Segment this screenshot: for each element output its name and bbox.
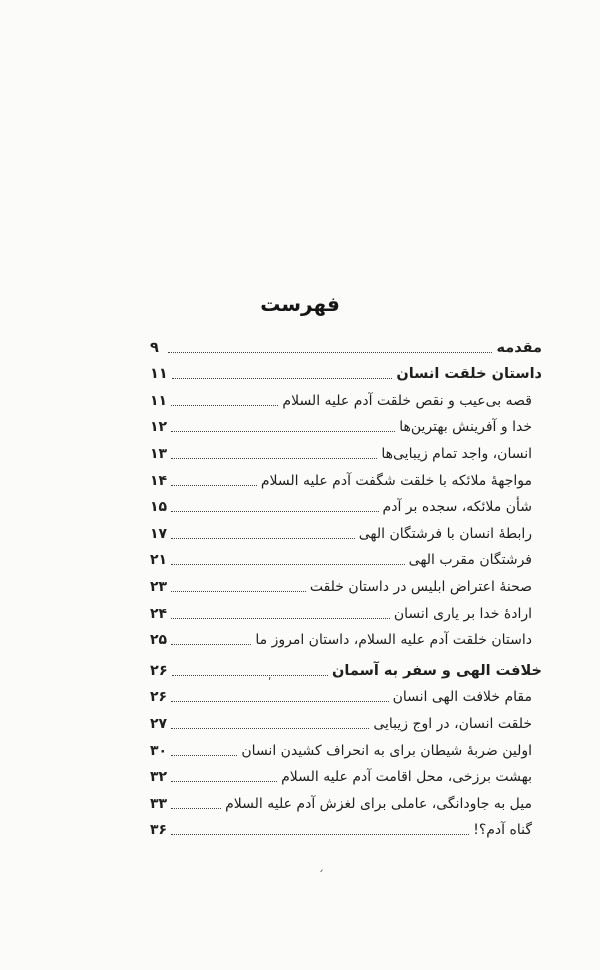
toc-entry-label: خدا و آفرینش بهترین‌ها (399, 419, 532, 436)
dot-leader (171, 755, 237, 756)
toc-entry-label: مقام خلافت الهی انسان (392, 689, 532, 706)
toc-section-row (150, 569, 542, 596)
toc-page-number: ۱۲ (150, 419, 168, 436)
page-title: فهرست (260, 292, 340, 316)
toc-entry-label: داستان خلقت آدم علیه السلام، داستان امروز ما (255, 632, 532, 649)
dot-leader (171, 511, 378, 512)
dot-leader (172, 378, 393, 379)
toc-section-row (150, 410, 542, 437)
toc-section-row (150, 813, 542, 840)
toc-entry-label: قصه بی‌عیب و نقص خلقت آدم علیه السلام (282, 392, 532, 409)
toc-entry-label: مواجههٔ ملائکه با خلقت شگفت آدم علیه السلام (260, 472, 532, 489)
dot-leader (168, 352, 492, 353)
toc-section-row (150, 733, 542, 760)
toc-page-number: ۲۶ (150, 689, 168, 706)
toc-page-number: ۲۱ (150, 552, 168, 569)
ink-speck: ˏ (318, 858, 324, 872)
toc-entry-label: میل به جاودانگی، عاملی برای لغزش آدم علیه السلام (225, 795, 532, 812)
toc-entry-label: مقدمه (496, 339, 542, 356)
dot-leader (171, 781, 277, 782)
toc-section-row (150, 706, 542, 733)
toc-section-row (150, 543, 542, 570)
dot-leader (171, 538, 355, 539)
dot-leader (171, 728, 369, 729)
toc-page-number: ۱۱ (150, 392, 168, 409)
toc-entry-label: ارادهٔ خدا بر یاری انسان (393, 605, 532, 622)
dot-leader (171, 644, 251, 645)
toc-entry-label: خلقت انسان، در اوج زیبایی (373, 715, 532, 732)
toc-section-row (150, 786, 542, 813)
toc-entry-label: خلافت الهی و سفر به آسمان (332, 662, 542, 679)
toc-chapter-row (150, 653, 542, 680)
toc-page-number: ۱۷ (150, 525, 168, 542)
toc-page-number: ۲۷ (150, 715, 168, 732)
toc-page-number: ۳۲ (150, 769, 168, 786)
toc-section-row (150, 680, 542, 707)
dot-leader (171, 485, 257, 486)
toc-entry-label: گناه آدم؟! (473, 822, 532, 839)
toc-entry-label: اولین ضربهٔ شیطان برای به انحراف کشیدن انسان (241, 742, 532, 759)
dot-leader (171, 618, 390, 619)
toc-page-number: ۲۵ (150, 632, 168, 649)
toc-entry-label: داستان خلقت انسان (396, 366, 542, 383)
dot-leader (172, 675, 328, 676)
toc-page-number: ۱۵ (150, 499, 168, 516)
toc-entry-label: فرشتگان مقرب الهی (408, 552, 532, 569)
toc-section-row (150, 596, 542, 623)
toc-section-row (150, 436, 542, 463)
dot-leader (171, 458, 377, 459)
toc-section-row (150, 383, 542, 410)
toc-section-row (150, 623, 542, 650)
dot-leader (171, 591, 306, 592)
toc-page-number: ۱۱ (150, 366, 168, 383)
toc-entry-label: انسان، واجد تمام زیبایی‌ها (381, 445, 532, 462)
toc-page-number: ۲۶ (150, 662, 168, 679)
toc-section-row (150, 760, 542, 787)
toc-page-number: ۲۴ (150, 605, 168, 622)
dot-leader (171, 405, 278, 406)
toc-section-row (150, 516, 542, 543)
toc-entry-label: صحنهٔ اعتراض ابلیس در داستان خلقت (309, 578, 532, 595)
dot-leader (171, 701, 388, 702)
toc-page-number: ۳۶ (150, 822, 168, 839)
toc-entry-label: رابطهٔ انسان با فرشتگان الهی (358, 525, 532, 542)
toc-page-number: ۳۰ (150, 742, 168, 759)
toc-page-number: ۱۳ (150, 445, 168, 462)
toc-chapter-row (150, 330, 542, 357)
toc-page-number: ۹ (150, 339, 159, 356)
toc-chapter-row (150, 357, 542, 384)
dot-leader (171, 834, 469, 835)
toc-entry-label: بهشت برزخی، محل اقامت آدم علیه السلام (281, 769, 532, 786)
dot-leader (171, 431, 395, 432)
dot-leader (171, 564, 405, 565)
toc-page-number: ۳۳ (150, 795, 168, 812)
table-of-contents (150, 330, 542, 839)
ink-speck: ʹ (268, 676, 272, 690)
toc-page-number: ۲۳ (150, 578, 168, 595)
toc-page-number: ۱۴ (150, 472, 168, 489)
toc-entry-label: شأن ملائکه، سجده بر آدم (382, 499, 532, 516)
toc-section-row (150, 463, 542, 490)
toc-section-row (150, 490, 542, 517)
dot-leader (171, 808, 221, 809)
